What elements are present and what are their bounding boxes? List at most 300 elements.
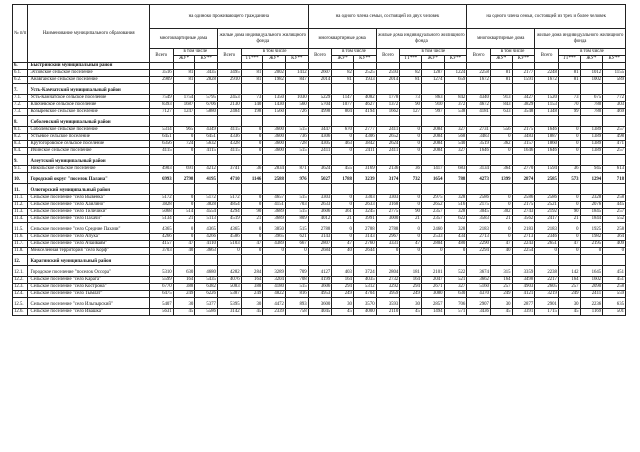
value-cell: 47 [332,241,354,248]
value-cell: 1788 [332,173,354,184]
row-number: 7. [13,84,28,95]
value-cell: 3435 [195,70,218,77]
value-cell: 2588 [263,173,286,184]
value-cell: 4554 [195,209,218,216]
value-cell: 5068 [149,209,173,216]
value-cell: 2002 [263,70,286,77]
value-cell: 4680 [195,266,218,277]
value-cell [353,184,376,195]
value-cell: 573 [558,173,580,184]
value-cell: 515 [285,148,308,155]
value-cell: 142 [558,266,580,277]
value-cell: 257 [490,284,512,291]
value-cell: 1430 [263,102,286,109]
value-cell: 2339 [263,309,286,316]
value-cell: 4035 [353,277,376,284]
value-cell: 2195 [580,241,603,248]
value-cell: 1602 [580,277,603,284]
value-cell [332,116,354,127]
value-cell: 2586 [467,195,491,202]
value-cell [263,63,286,70]
value-cell: 40 [490,248,512,255]
value-cell: 659 [444,77,467,84]
value-cell: 3204 [263,277,286,284]
value-cell: 1348 [535,109,559,116]
table-row [13,202,626,209]
table-row [13,102,626,109]
value-cell: 90 [558,209,580,216]
value-cell: 327 [444,284,467,291]
value-cell: 3427 [512,95,535,102]
group-header-single: на одиноко проживающего гражданина [149,5,308,29]
value-cell: 81 [173,77,195,84]
value-cell: 2585 [535,173,559,184]
row-name: Карагинский муниципальный район [28,255,150,266]
value-cell [376,84,400,95]
value-cell: 249 [400,291,422,298]
value-cell: 362 [490,141,512,148]
value-cell [332,155,354,166]
table-row [13,195,626,202]
row-number: 7.1. [13,95,28,102]
col-header-total: Всего [149,49,173,63]
row-name: Ичинское сельское поселение [28,148,150,155]
value-cell: 4586 [217,234,241,241]
value-cell: 0 [558,195,580,202]
value-cell [603,116,626,127]
row-name: Соболевский муниципальный район [28,116,150,127]
row-name: Городской округ "поселок Палана" [28,173,150,184]
value-cell: 540 [444,141,467,148]
row-name: Олюторский муниципальный район [28,184,150,195]
table-row [13,116,626,127]
value-cell: 0 [332,134,354,141]
value-cell: 1002 [580,77,603,84]
row-number: 9. [13,155,28,166]
value-cell: 1155 [603,70,626,77]
value-cell: 703 [285,202,308,209]
value-cell: 816 [285,291,308,298]
value-cell: 47 [241,241,263,248]
value-cell [580,116,603,127]
value-cell: 706 [444,298,467,309]
value-cell: 945 [580,166,603,173]
col-header-total: Всего [217,49,241,63]
value-cell: 0 [400,223,422,234]
value-cell: 3570 [353,298,376,309]
value-cell: 36 [558,166,580,173]
value-cell: 568 [444,134,467,141]
value-cell: 2633 [308,202,332,209]
value-cell: 257 [603,127,626,134]
value-cell: 4151 [263,202,286,209]
value-cell: 364 [603,234,626,241]
value-cell: 40 [173,248,195,255]
value-cell: 0 [241,202,263,209]
value-cell: 521 [444,277,467,284]
row-number: 11.6. [13,234,28,241]
value-cell: 4282 [217,266,241,277]
value-cell: 4370 [467,291,491,298]
value-cell [421,184,444,195]
value-cell [241,255,263,266]
value-cell: 2084 [421,148,444,155]
value-cell: 3562 [512,216,535,223]
row-name: Сельское поселение "село Тымлат" [28,291,150,298]
value-cell: 40 [332,248,354,255]
value-cell: 2258 [467,70,491,77]
value-cell: 164 [241,277,263,284]
value-cell: 6770 [149,284,173,291]
col-header-incl: в том числе [332,49,376,56]
value-cell: 2014 [308,77,332,84]
value-cell: 2909 [149,77,173,84]
value-cell: 538 [444,109,467,116]
value-cell [444,116,467,127]
value-cell: 4953 [308,291,332,298]
value-cell: 257 [603,209,626,216]
value-cell: 5387 [217,291,241,298]
value-cell: 3829 [512,102,535,109]
value-cell: 559 [603,291,626,298]
value-cell: 257 [603,148,626,155]
value-cell [308,84,332,95]
value-cell [149,255,173,266]
col-header-ku: КУ** [444,56,467,63]
value-cell: 327 [444,127,467,134]
value-cell [285,184,308,195]
value-cell: 1077 [332,102,354,109]
value-cell: 303 [603,102,626,109]
col-header-ku: КУ** [603,56,626,63]
value-cell [149,116,173,127]
value-cell: 3583 [467,216,491,223]
value-cell [421,255,444,266]
value-cell: 4157 [149,241,173,248]
value-cell [376,255,400,266]
value-cell [263,155,286,166]
value-cell [400,255,422,266]
value-cell: 691 [173,166,195,173]
value-cell [512,255,535,266]
value-cell: 2183 [512,223,535,234]
value-cell [603,184,626,195]
value-cell: 328 [444,209,467,216]
value-cell: 3600 [308,298,332,309]
value-cell: 0 [400,148,422,155]
value-cell: 515 [285,127,308,134]
value-cell: 4672 [467,102,491,109]
value-cell: 5704 [308,102,332,109]
row-number: 11. [13,184,28,195]
col-header-zhu: ЖУ* [580,56,603,63]
value-cell: 1494 [421,309,444,316]
value-cell [603,155,626,166]
value-cell [332,255,354,266]
table-row [13,241,626,248]
col-header-zhu: ЖУ* [332,56,354,63]
value-cell [535,184,559,195]
value-cell: 5083 [217,284,241,291]
value-cell [173,84,195,95]
value-cell: 5312 [353,284,376,291]
value-cell: 4365 [195,223,218,234]
value-cell [400,84,422,95]
value-cell [149,184,173,195]
value-cell [535,63,559,70]
value-cell: 1147 [332,95,354,102]
value-cell: 0 [241,223,263,234]
value-cell: 73 [400,95,422,102]
value-cell [353,84,376,95]
value-cell [421,155,444,166]
value-cell: 0 [217,248,241,255]
value-cell: 5395 [217,298,241,309]
table-row [13,134,626,141]
value-cell: 0 [285,248,308,255]
value-cell: 515 [285,195,308,202]
row-number: 8.3. [13,141,28,148]
value-cell: 1860 [535,141,559,148]
row-number: 12.2. [13,277,28,284]
col-header-total: Всего [376,49,400,63]
value-cell: 3600 [263,148,286,155]
value-cell: 0 [173,202,195,209]
row-number: 12.5. [13,298,28,309]
value-cell: 4294 [217,209,241,216]
value-cell: 976 [285,173,308,184]
value-cell: 0 [173,234,195,241]
value-cell: 3741 [217,166,241,173]
value-cell [195,63,218,70]
value-cell: 2743 [512,209,535,216]
value-cell: 4340 [467,95,491,102]
value-cell: 164 [332,277,354,284]
value-cell: 2294 [467,248,491,255]
value-cell [308,184,332,195]
value-cell [376,116,400,127]
value-cell [195,84,218,95]
value-cell [580,84,603,95]
value-cell [308,116,332,127]
value-cell: 622 [444,216,467,223]
value-cell: 4903 [149,166,173,173]
value-cell [421,116,444,127]
value-cell: 4336 [217,134,241,141]
table-row [13,173,626,184]
value-cell: 514 [173,209,195,216]
value-cell: 809 [285,216,308,223]
col-header-ku: КУ** [285,56,308,63]
row-number: 12.3. [13,284,28,291]
row-name: Усть-Камчатский муниципальный район [28,84,150,95]
value-cell [217,116,241,127]
value-cell: 0 [558,127,580,134]
value-cell: 45 [558,309,580,316]
col-header-incl: в том числе [173,49,217,56]
value-cell: 4519 [217,216,241,223]
row-name: Сельское поселение "село Средние Пахачи" [28,223,150,234]
value-cell: 3689 [263,216,286,223]
value-cell: 30 [490,298,512,309]
value-cell: 1389 [580,134,603,141]
value-cell: 1560 [263,109,286,116]
value-cell: 3143 [353,234,376,241]
value-cell: 0 [400,202,422,209]
value-cell: 863 [421,95,444,102]
value-cell: 5229 [308,95,332,102]
value-cell: 1646 [512,148,535,155]
value-cell: 1350 [263,95,286,102]
value-cell: 621 [285,234,308,241]
value-cell: 1645 [580,266,603,277]
value-cell: 2684 [308,248,332,255]
value-cell: 2834 [263,166,286,173]
value-cell [444,84,467,95]
value-cell: 294 [400,284,422,291]
value-cell [444,63,467,70]
value-cell: 1012 [580,70,603,77]
value-cell: 164 [173,277,195,284]
tariff-table-sheet [12,4,626,316]
value-cell: 0 [241,148,263,155]
value-cell: 0 [332,195,354,202]
value-cell [217,155,241,166]
value-cell: 515 [285,209,308,216]
row-name: Устьевое сельское поселение [28,134,150,141]
value-cell: 683 [444,166,467,173]
table-row [13,209,626,216]
value-cell: 1982 [263,77,286,84]
subheader-apt-2: многоквартирные дома [308,29,376,49]
value-cell [400,63,422,70]
value-cell: 5631 [149,309,173,316]
value-cell: 1591 [512,77,535,84]
value-cell: 4110 [195,241,218,248]
value-cell: 0 [558,234,580,241]
value-cell: 3662 [467,277,491,284]
subheader-house-2: жилые дома индивидуального жилищного фонда [376,29,467,49]
group-header-two: на одного члена семьи, состоящей из двух человек [308,5,467,29]
value-cell: 47 [173,241,195,248]
value-cell: 2605 [535,284,559,291]
col-header-incl: в том числе [400,49,467,56]
value-cell: 1925 [580,223,603,234]
value-cell: 1646 [535,127,559,134]
value-cell: 3143 [308,234,332,241]
value-cell: 2236 [580,298,603,309]
value-cell [490,63,512,70]
value-cell: 2788 [308,223,332,234]
value-cell: 5027 [308,173,332,184]
value-cell: 1646 [467,148,491,155]
value-cell [603,84,626,95]
value-cell: 728 [285,141,308,148]
group-header-three: на одного члена семьи, состоящей из трех и более человек [467,5,626,29]
value-cell [421,63,444,70]
value-cell: 463 [332,141,354,148]
value-cell: 81 [490,77,512,84]
value-cell: 90 [241,209,263,216]
col-header-ku: КУ** [512,56,535,63]
value-cell [241,155,263,166]
value-cell: 6451 [195,134,218,141]
value-cell [490,116,512,127]
value-cell: 2671 [421,284,444,291]
value-cell: 3663 [195,248,218,255]
row-number: 8.4. [13,148,28,155]
value-cell: 726 [285,109,308,116]
value-cell: 3080 [421,291,444,298]
value-cell: 0 [332,148,354,155]
value-cell: 30 [241,298,263,309]
value-cell: 21 [173,216,195,223]
value-cell: 455 [332,166,354,173]
value-cell: 3519 [467,141,491,148]
value-cell: 3359 [512,266,535,277]
value-cell: 5172 [149,195,173,202]
value-cell [512,63,535,70]
value-cell: 1887 [535,134,559,141]
row-name: Сельское поселение "село Пахачи" [28,216,150,223]
value-cell [376,155,400,166]
subheader-apt-1: многоквартирные дома [149,29,217,49]
row-number: 11.3. [13,209,28,216]
value-cell: 0 [241,234,263,241]
value-cell: 3965 [263,234,286,241]
value-cell: 2713 [512,234,535,241]
value-cell: 2136 [376,166,400,173]
value-cell: 1594 [535,166,559,173]
value-cell: 0 [490,148,512,155]
value-cell: 2084 [421,141,444,148]
subheader-apt-3: многоквартирные дома [467,29,535,49]
col-header-tt: ТТ*** [241,56,263,63]
value-cell [263,116,286,127]
value-cell: 73 [558,95,580,102]
table-row [13,63,626,70]
value-cell: 471 [603,141,626,148]
value-cell: 2807 [308,241,332,248]
value-cell [241,116,263,127]
value-cell: 6382 [195,284,218,291]
value-cell: 4121 [512,291,535,298]
col-header-incl: в том числе [490,49,534,56]
value-cell: 0 [490,202,512,209]
value-cell: 1754 [173,95,195,102]
value-cell: 2798 [173,173,195,184]
value-cell: 0 [173,134,195,141]
value-cell: 804 [332,109,354,116]
value-cell: 249 [558,291,580,298]
value-cell: 4045 [308,309,332,316]
value-cell [241,84,263,95]
value-cell: 1030 [285,95,308,102]
col-header-total: Всего [308,49,332,63]
value-cell: 1982 [580,234,603,241]
value-cell: 45 [490,309,512,316]
value-cell: 724 [173,141,195,148]
value-cell [400,184,422,195]
value-cell: 0 [558,134,580,141]
row-name: Сельское поселение "село Карага" [28,277,150,284]
row-number: 12. [13,255,28,266]
value-cell [263,184,286,195]
value-cell [195,184,218,195]
value-cell: 0 [332,202,354,209]
value-cell: 0 [400,141,422,148]
value-cell: 633 [490,109,512,116]
